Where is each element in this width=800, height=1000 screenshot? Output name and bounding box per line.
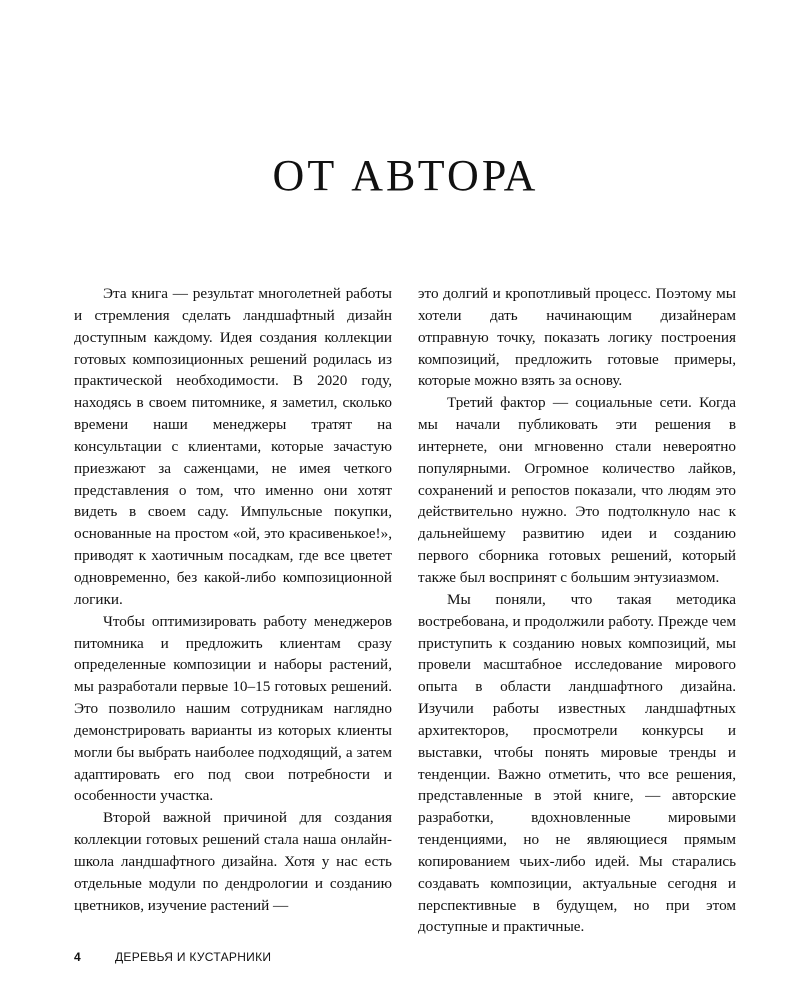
page-footer <box>74 949 272 965</box>
right-column <box>418 283 736 938</box>
page-title: ОТ АВТОРА <box>272 151 539 200</box>
paragraph-continued: это долгий и кропотливый процесс. Поэтому мы хотели дать начинающим дизайнерам отправную точку, показать логику построения композиций, предложить готовые примеры, которые можно взять за основу. <box>418 285 736 390</box>
paragraph: Мы поняли, что такая методика востребована, и продолжили работу. Прежде чем приступить к созданию новых композиций, мы провели масштабное исследование мирового опыта в области ландшафтного дизайна. Изучили работы известных ландшафтных архитекторов, просмотрели конкурсы и выставки, чтобы понять мировые тренды и тенденции. Важно отметить, что все решения, представленные в этой книге, — авторские разработки, вдохновленные мировыми тенденциями, но не являющиеся прямым копированием чьих-либо идей. Мы старались создавать композиции, актуальные сегодня и перспективные в будущем, но при этом доступные и практичные. <box>418 590 736 936</box>
paragraph: Третий фактор — социальные сети. Когда мы начали публиковать эти решения в интернете, они мгновенно стали невероятно популярными. Огромное количество лайков, сохранений и репостов показали, что людям это действительно нужно. Это подтолкнуло нас к дальнейшему развитию идеи и созданию первого сборника готовых решений, который также был воспринят с большим энтузиазмом. <box>418 394 736 586</box>
paragraph: Чтобы оптимизировать работу менеджеров питомника и предложить клиентам сразу определенные композиции и наборы растений, мы разработали первые 10–15 готовых решений. Это позволило нашим сотрудникам наглядно демонстрировать варианты из которых клиенты могли бы выбрать наиболее подходящий, а затем адаптировать его под свои потребности и особенности участка. <box>74 612 392 805</box>
paragraph: Эта книга — результат многолетней работы и стремления сделать ландшафтный дизайн доступным каждому. Идея создания коллекции готовых композиционных решений родилась из практической необходимости. В 2020 году, находясь в своем питомнике, я заметил, сколько времени наши менеджеры тратят на консультации с клиентами, которые зачастую приезжают за саженцами, не имея четкого представления о том, что именно они хотят видеть в своем саду. Импульсные покупки, основанные на простом «ой, это красивенькое!», приводят к хаотичным посадкам, где все цветет одновременно, без какой-либо композиционной логики. <box>74 285 392 608</box>
page-number: 4 <box>74 950 81 964</box>
left-column <box>74 283 392 916</box>
running-title: ДЕРЕВЬЯ И КУСТАРНИКИ <box>115 950 272 964</box>
paragraph: Второй важной причиной для создания коллекции готовых решений стала наша онлайн-школа ландшафтного дизайна. Хотя у нас есть отдельные модули по дендрологии и созданию цветников, изучение растений — <box>74 809 392 914</box>
